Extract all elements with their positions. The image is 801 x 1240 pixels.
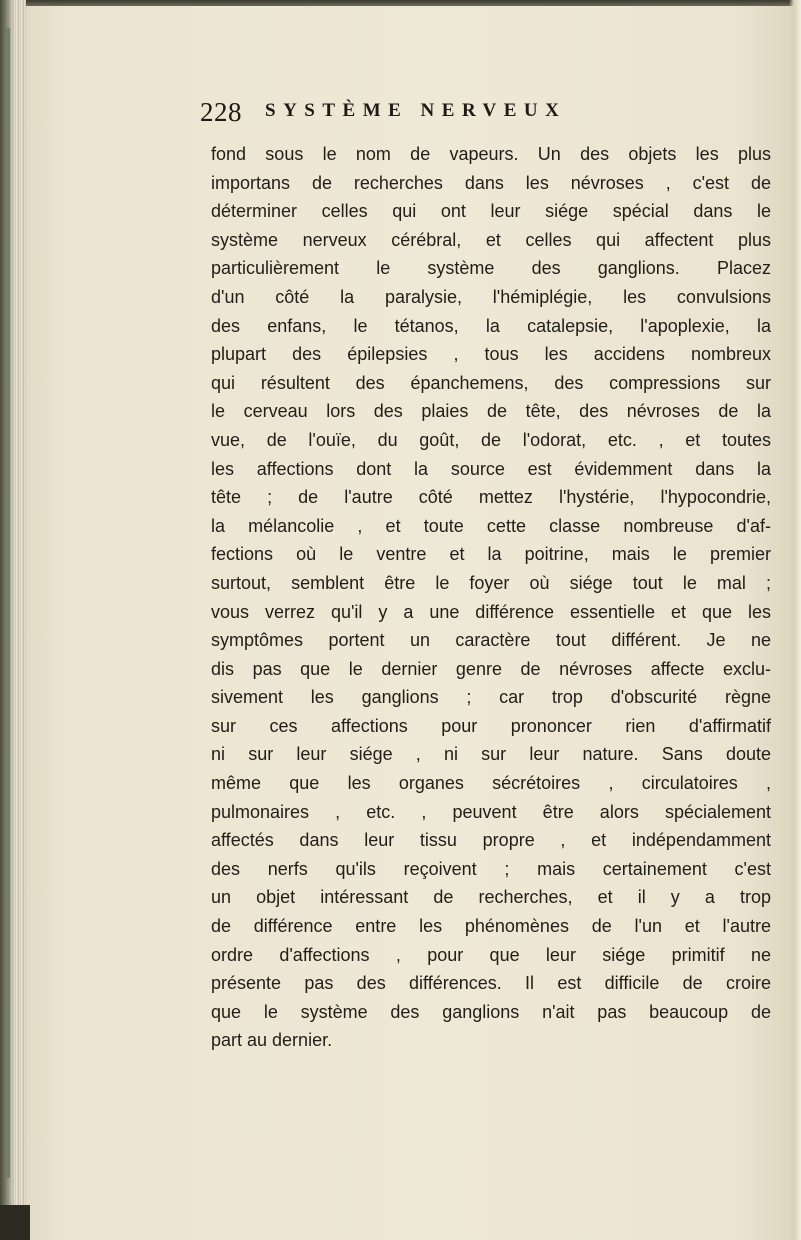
text-line: de différence entre les phénomènes de l'un et l'autre	[211, 916, 771, 937]
text-line: tête ; de l'autre côté mettez l'hystérie, l'hypocondrie,	[211, 487, 771, 508]
text-line: le cerveau lors des plaies de tête, des névroses de la	[211, 401, 771, 422]
text-line: vue, de l'ouïe, du goût, de l'odorat, etc. , et toutes	[211, 429, 771, 450]
text-line: symptômes portent un caractère tout différent. Je ne	[211, 630, 771, 651]
text-line: la mélancolie , et toute cette classe nombreuse d'af-	[211, 515, 771, 536]
text-line: sivement les ganglions ; car trop d'obscurité règne	[211, 687, 771, 708]
text-line: dis pas que le dernier genre de névroses affecte exclu-	[211, 658, 771, 679]
text-line: ni sur leur siége , ni sur leur nature. Sans doute	[211, 744, 771, 765]
text-line: un objet intéressant de recherches, et il y a trop	[211, 887, 771, 908]
page-top-shadow	[0, 0, 801, 6]
text-line: même que les organes sécrétoires , circulatoires ,	[211, 773, 771, 794]
text-line: déterminer celles qui ont leur siége spécial dans le	[211, 201, 771, 222]
text-line: fections où le ventre et la poitrine, mais le premier	[211, 544, 771, 565]
text-line: fond sous le nom de vapeurs. Un des objets les plus	[211, 144, 771, 164]
text-line: qui résultent des épanchemens, des compressions sur	[211, 372, 771, 393]
spine-corner	[0, 1205, 30, 1240]
text-line-last: part au dernier.	[211, 1030, 333, 1051]
text-line: surtout, semblent être le foyer où siége tout le mal ;	[211, 572, 771, 593]
body-text	[211, 140, 771, 1055]
text-line: les affections dont la source est évidemment dans la	[211, 458, 771, 479]
running-title: SYSTÈME NERVEUX	[265, 100, 567, 121]
text-line: des nerfs qu'ils reçoivent ; mais certainement c'est	[211, 858, 771, 879]
text-line: ordre d'affections , pour que leur siége primitif ne	[211, 944, 771, 965]
text-line: que le système des ganglions n'ait pas beaucoup de	[211, 1001, 771, 1022]
text-line: sur ces affections pour prononcer rien d'affirmatif	[211, 715, 771, 736]
text-line: particulièrement le système des ganglions. Placez	[211, 258, 771, 279]
text-line: des enfans, le tétanos, la catalepsie, l'apoplexie, la	[211, 315, 771, 336]
text-line: importans de recherches dans les névroses , c'est de	[211, 172, 771, 193]
page-number: 228	[200, 97, 242, 127]
page-right-edge	[789, 0, 801, 1240]
text-line: affectés dans leur tissu propre , et indépendamment	[211, 830, 771, 851]
page-header	[200, 97, 760, 137]
text-line: vous verrez qu'il y a une différence essentielle et que les	[211, 601, 771, 622]
text-line: pulmonaires , etc. , peuvent être alors spécialement	[211, 801, 771, 822]
text-line: présente pas des différences. Il est difficile de croire	[211, 973, 771, 994]
text-line: système nerveux cérébral, et celles qui affectent plus	[211, 229, 771, 250]
text-line: plupart des épilepsies , tous les accidens nombreux	[211, 344, 771, 365]
binding-shadow	[0, 0, 14, 1240]
text-line: d'un côté la paralysie, l'hémiplégie, les convulsions	[211, 286, 771, 307]
